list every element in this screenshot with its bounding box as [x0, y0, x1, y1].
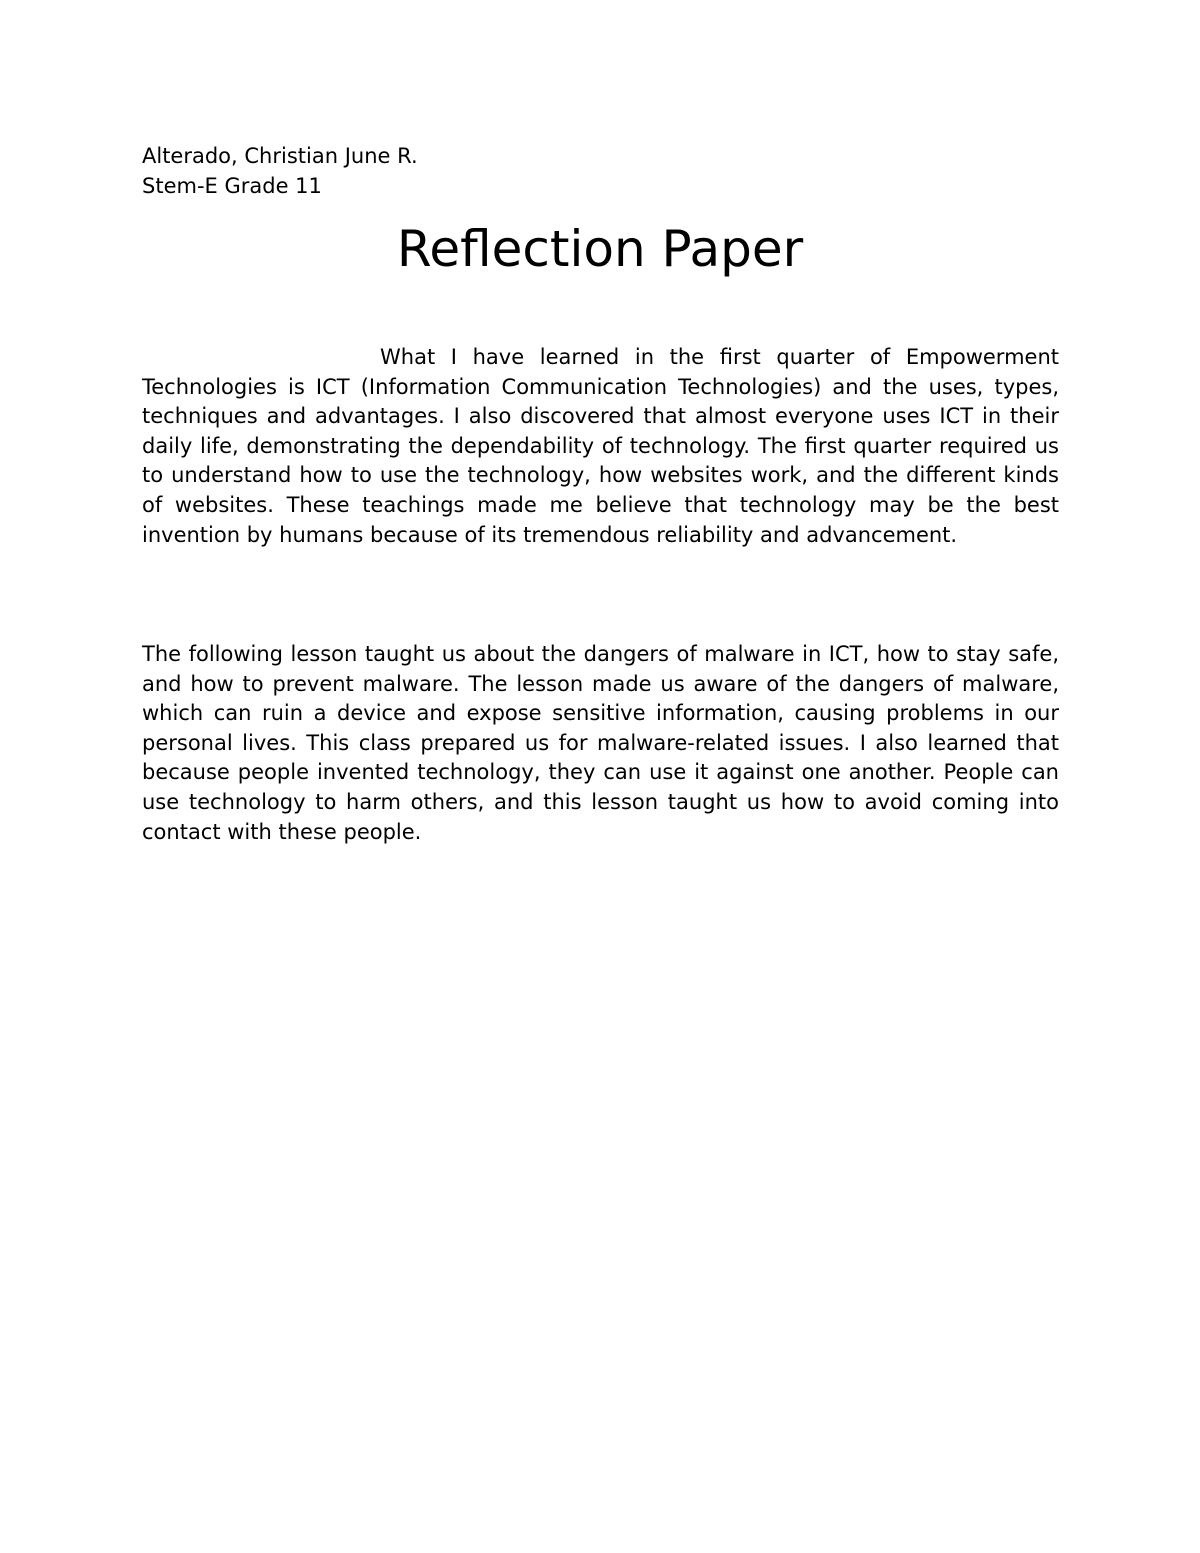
student-name: Alterado, Christian June R.	[142, 144, 418, 168]
paragraph-2: The following lesson taught us about the dangers of malware in ICT, how to stay safe, and how to prevent malware. The lesson made us aware of the dangers of malware, which can ruin a device and expose sensitive information, causing problems in our personal lives. This class prepared us for malware-related issues. I also learned that because people invented technology, they can use it against one another. People can use technology to harm others, and this lesson taught us how to avoid coming into contact with these people.	[142, 642, 1059, 844]
student-info	[142, 141, 418, 201]
document-title: Reflection Paper	[396, 220, 804, 278]
paragraph-1: What I have learned in the first quarter of Empowerment Technologies is ICT (Information Communication Technologies) and the uses, types, techniques and advantages. I also discovered that almost everyone uses ICT in their daily life, demonstrating the dependability of technology. The first quarter required us to understand how to use the technology, how websites work, and the different kinds of websites. These teachings made me believe that technology may be the best invention by humans because of its tremendous reliability and advancement.	[142, 345, 1059, 547]
student-section: Stem-E Grade 11	[142, 174, 322, 198]
